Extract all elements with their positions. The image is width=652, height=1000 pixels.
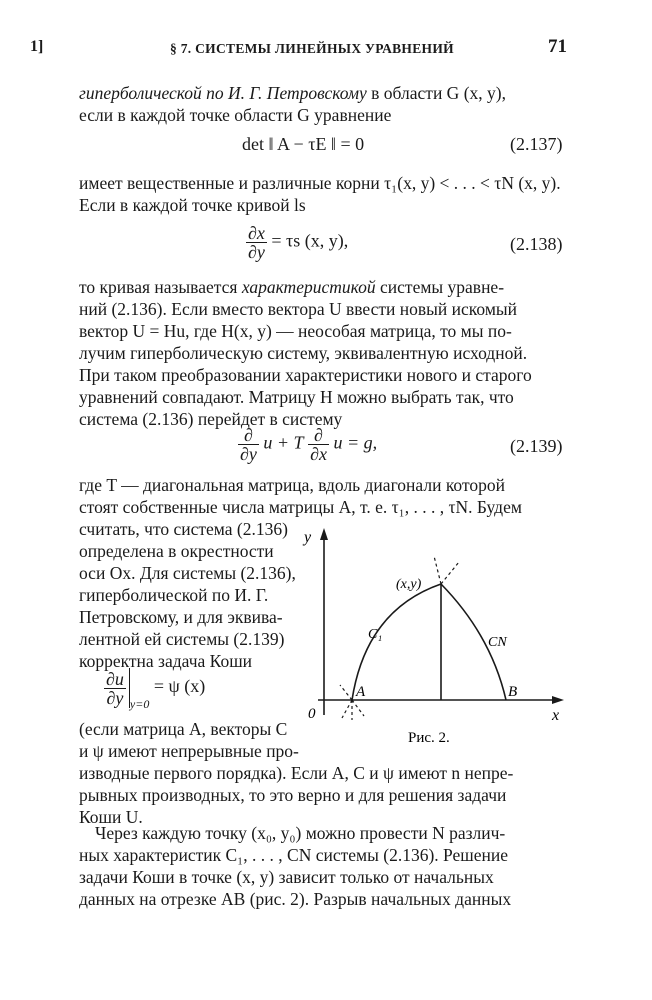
text-line: данных на отрезке AB (рис. 2). Разрыв начальных данных	[79, 889, 512, 909]
running-title: § 7. СИСТЕМЫ ЛИНЕЙНЫХ УРАВНЕНИЙ	[170, 41, 454, 56]
label-y: y	[304, 529, 312, 546]
label-cn: CN	[488, 635, 507, 650]
section-mark: 1]	[30, 38, 44, 55]
figure-2	[296, 520, 576, 750]
dashed-extension	[434, 556, 441, 584]
text-line: если в каждой точке области G уравнение	[79, 105, 392, 125]
fraction: $\frac{\partial x}{\partial y}$	[248, 223, 265, 262]
page-number: 71	[548, 36, 567, 57]
label-c1: C₁	[368, 627, 383, 642]
dashed-extension	[340, 685, 352, 700]
text-line: ных характеристик C₁, . . . , CN системы (2.136). Решение	[79, 845, 509, 865]
text-line: изводные первого порядка). Если A, C и ψ имеют n непре-	[79, 763, 514, 783]
italic-term: гиперболической по И. Г. Петровскому	[79, 83, 367, 103]
equation-2-138: $\frac{\partial x}{\partial y}$ = τs (x, y),	[248, 223, 349, 262]
text-line: гиперболической по И. Г. Петровскому в области G (x, y),	[79, 83, 506, 103]
x-axis-arrow	[552, 696, 564, 704]
figure-caption: Рис. 2.	[408, 730, 450, 746]
dashed-extension	[342, 700, 352, 718]
equation-number: (2.137)	[510, 134, 563, 154]
label-a: A	[356, 684, 366, 700]
text-line: Через каждую точку (x₀, y₀) можно провести N различ-	[95, 823, 506, 843]
fraction: $\frac{\partial}{\partial x}$	[310, 425, 327, 464]
label-b: B	[508, 684, 518, 700]
text-line: и ψ имеют непрерывные про-	[79, 741, 299, 761]
equation-2-139: $\frac{\partial}{\partial y}$ u + T $\frac{\partial}{\partial x}$ u = g,	[240, 425, 378, 464]
text-line: ний (2.136). Если вместо вектора U ввести новый искомый	[79, 299, 518, 319]
text-line: Коши U.	[79, 807, 143, 827]
characteristic-c1	[352, 584, 441, 700]
text-line: корректна задача Коши	[79, 651, 253, 671]
dashed-extension	[441, 562, 459, 584]
text-line: стоят собственные числа матрицы A, т. е. τ₁, . . . , τN. Будем	[79, 497, 522, 517]
text-line: вектор U = Hu, где H(x, y) — неособая матрица, то мы по-	[79, 321, 512, 341]
text-line: гиперболической по И. Г.	[79, 585, 269, 605]
text-line: считать, что система (2.136)	[79, 519, 288, 539]
text-line: оси Ox. Для системы (2.136),	[79, 563, 296, 583]
fraction: $\frac{\partial}{\partial y}$	[240, 425, 257, 464]
text-line: При таком преобразовании характеристики нового и старого	[79, 365, 532, 385]
equation-number: (2.138)	[510, 234, 563, 254]
text-line: уравнений совпадают. Матрицу H можно выбрать так, что	[79, 387, 514, 407]
italic-term: характеристикой	[241, 277, 376, 297]
dashed-extension	[352, 700, 364, 716]
text-line: имеет вещественные и различные корни τ₁(x, y) < . . . < τN (x, y).	[79, 173, 561, 193]
text-line: система (2.136) перейдет в систему	[79, 409, 343, 429]
fraction: $\frac{\partial u}{\partial y}$	[106, 668, 124, 708]
text-line: лентной ей системы (2.139)	[79, 629, 285, 649]
label-origin: 0	[308, 706, 316, 722]
text-line: Петровскому, и для эквива-	[79, 607, 283, 627]
text-line: то кривая называется характеристикой системы уравне-	[79, 277, 505, 297]
text-line: лучим гиперболическую систему, эквивалентную исходной.	[79, 343, 528, 363]
text-line: задачи Коши в точке (x, y) зависит только от начальных	[79, 867, 494, 887]
text-line: Если в каждой точке кривой ls	[79, 195, 306, 215]
y-axis-arrow	[320, 528, 328, 540]
label-point: (x,y)	[396, 577, 422, 592]
cauchy-condition: $\frac{\partial u}{\partial y}$ $_{y=0}$ = ψ (x)	[106, 668, 206, 712]
text-line: где T — диагональная матрица, вдоль диагонали которой	[79, 475, 505, 495]
equation-number: (2.139)	[510, 436, 563, 456]
text-line: (если матрица A, векторы C	[79, 719, 288, 739]
label-x: x	[552, 707, 560, 724]
text-line: определена в окрестности	[79, 541, 274, 561]
text-line: рывных производных, то это верно и для решения задачи	[79, 785, 507, 805]
equation-2-137: det ‖ A − τE ‖ = 0	[242, 134, 365, 154]
